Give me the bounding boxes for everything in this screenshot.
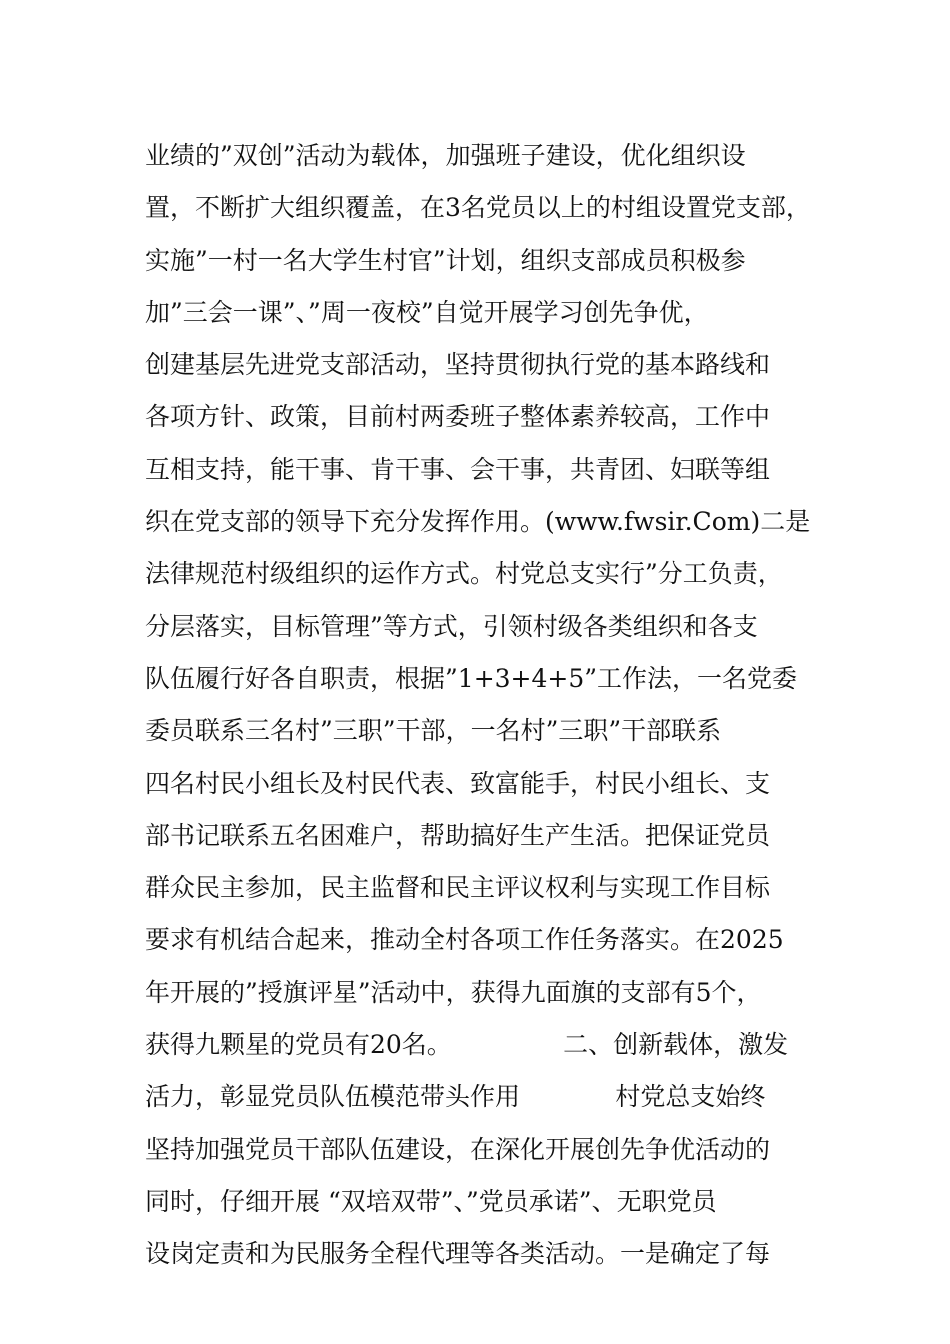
text-line: 坚持加强党员干部队伍建设，在深化开展创先争优活动的	[145, 1134, 771, 1164]
text-line: 获得九颗星的党员有20名。 二、创新载体，激发	[145, 1030, 789, 1060]
text-line: 法律规范村级组织的运作方式。村党总支实行”分工负责，	[145, 559, 783, 589]
text-line: 置，不断扩大组织覆盖，在3名党员以上的村组设置党支部，	[145, 193, 811, 223]
text-line: 同时，仔细开展 “双培双带”、”党员承诺”、无职党员	[145, 1186, 717, 1216]
text-line: 活力，彰显党员队伍模范带头作用 村党总支始终	[145, 1082, 766, 1112]
text-line: 分层落实，目标管理”等方式，引领村级各类组织和各支	[145, 611, 758, 641]
text-line: 四名村民小组长及村民代表、致富能手，村民小组长、支	[145, 768, 771, 798]
text-line: 互相支持，能干事、肯干事、会干事，共青团、妇联等组	[145, 454, 771, 484]
body-text	[145, 130, 815, 1281]
text-line: 委员联系三名村”三职”干部，一名村”三职”干部联系	[145, 716, 722, 746]
text-line: 实施”一村一名大学生村官”计划，组织支部成员积极参	[145, 245, 746, 275]
text-line: 队伍履行好各自职责，根据”1+3+4+5”工作法，一名党委	[145, 663, 798, 693]
text-line: 加”三会一课”、”周一夜校”自觉开展学习创先争优，	[145, 297, 709, 327]
text-line: 群众民主参加，民主监督和民主评议权利与实现工作目标	[145, 873, 771, 903]
text-line: 部书记联系五名困难户，帮助搞好生产生活。把保证党员	[145, 820, 771, 850]
text-line: 要求有机结合起来，推动全村各项工作任务落实。在2025	[145, 925, 784, 955]
text-line: 设岗定责和为民服务全程代理等各类活动。一是确定了每	[145, 1239, 771, 1269]
text-line: 各项方针、政策，目前村两委班子整体素养较高，工作中	[145, 402, 771, 432]
text-line: 织在党支部的领导下充分发挥作用。(www.fwsir.Com)二是	[145, 507, 811, 537]
text-line: 业绩的”双创”活动为载体，加强班子建设，优化组织设	[145, 141, 746, 170]
text-line: 创建基层先进党支部活动，坚持贯彻执行党的基本路线和	[145, 350, 771, 380]
text-line: 年开展的”授旗评星”活动中，获得九面旗的支部有5个，	[145, 977, 762, 1007]
